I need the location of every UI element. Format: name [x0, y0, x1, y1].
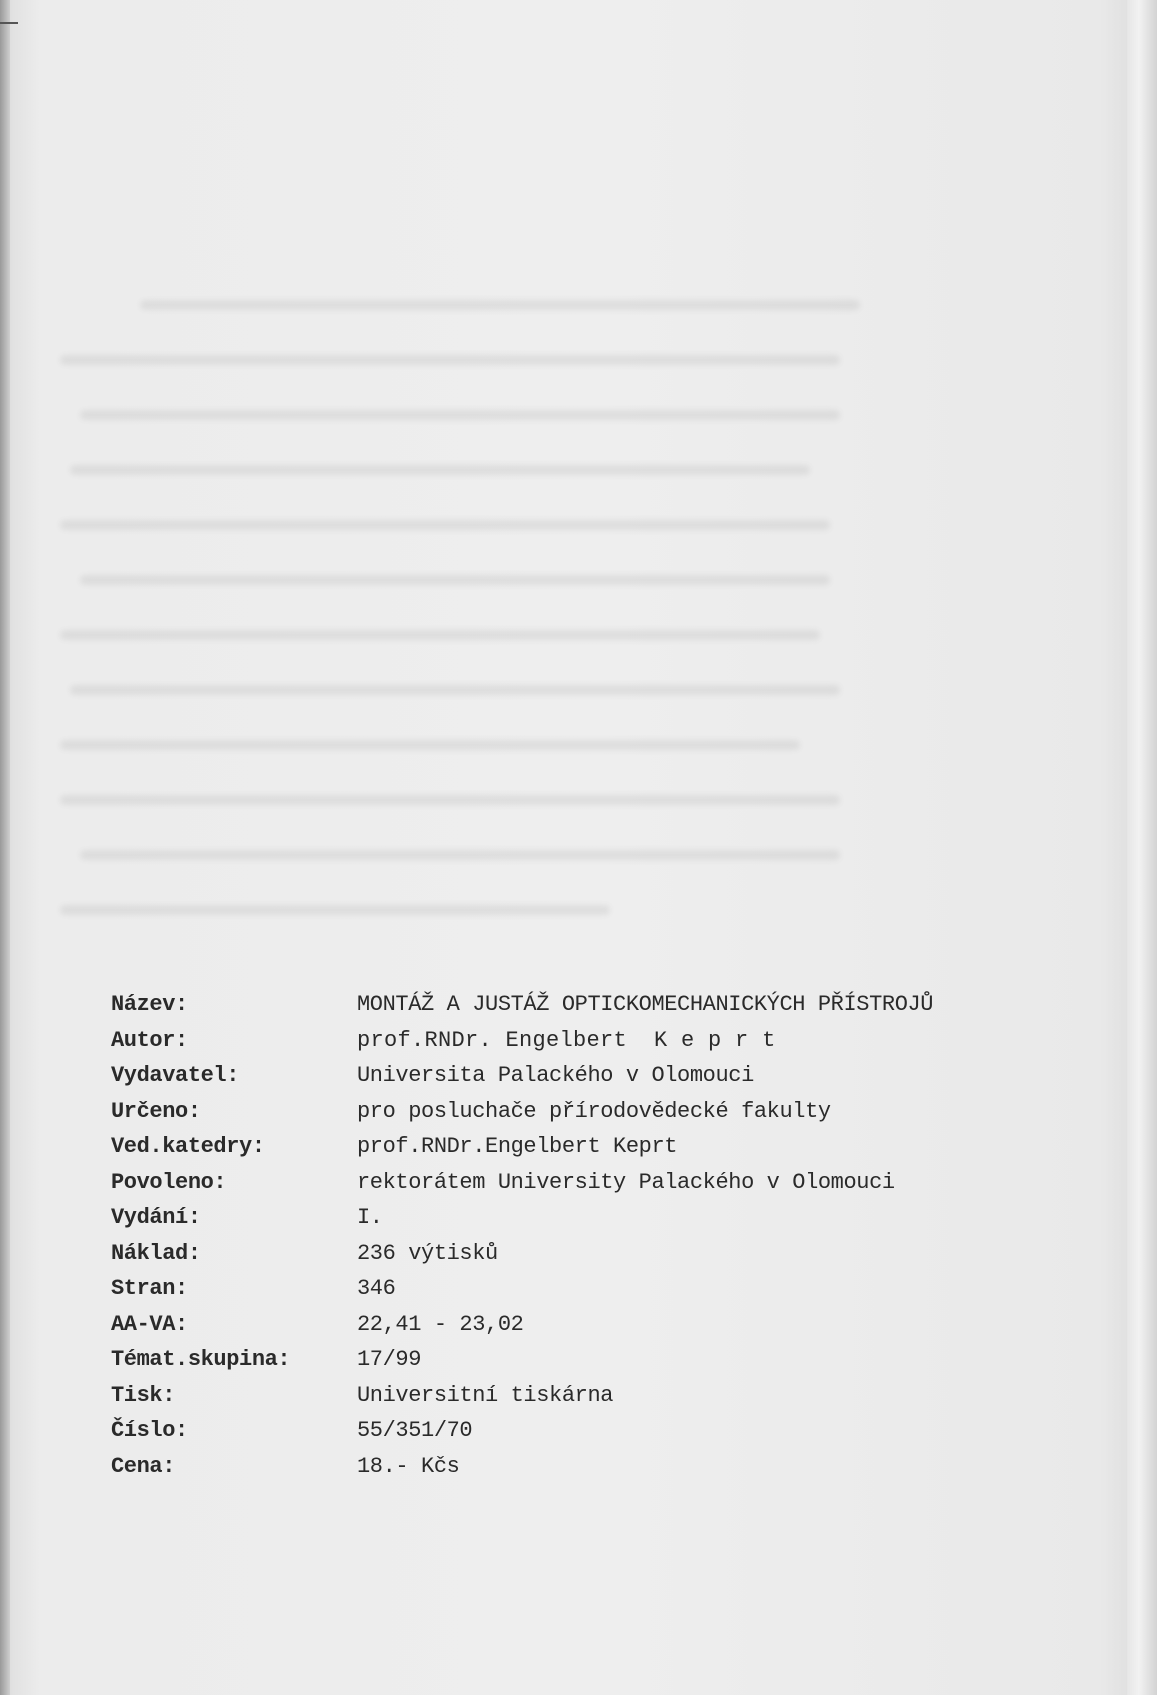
colophon-row-approved — [111, 1165, 1071, 1201]
colophon-row-publisher — [111, 1058, 1071, 1094]
colophon-label: Stran: — [111, 1276, 188, 1301]
colophon-value: 22,41 - 23,02 — [357, 1311, 524, 1337]
colophon-label: Cena: — [111, 1453, 176, 1479]
colophon-row-edition — [111, 1200, 1071, 1236]
page-right-edge — [1127, 0, 1157, 1695]
colophon-label: Povoleno: — [111, 1169, 227, 1195]
colophon-row-department-head — [111, 1129, 1071, 1165]
colophon-label: AA-VA: — [111, 1311, 188, 1337]
colophon-row-printer — [111, 1378, 1071, 1414]
colophon-row-print-run — [111, 1236, 1071, 1272]
colophon-label: Náklad: — [111, 1240, 201, 1266]
colophon-row-pages — [111, 1271, 1071, 1307]
colophon-row-author — [111, 1023, 1071, 1059]
colophon-value: 17/99 — [357, 1347, 422, 1372]
colophon-row-number — [111, 1413, 1071, 1449]
colophon-row-price — [111, 1449, 1071, 1485]
colophon-label: Určeno: — [111, 1098, 201, 1124]
colophon-label: Témat.skupina: — [111, 1347, 291, 1372]
colophon-label: Číslo: — [111, 1418, 188, 1443]
colophon-table — [111, 987, 1071, 1484]
colophon-label: Ved.katedry: — [111, 1134, 265, 1159]
colophon-label: Tisk: — [111, 1382, 176, 1408]
colophon-value: prof.RNDr. Engelbert K e p r t — [357, 1027, 776, 1053]
colophon-row-title — [111, 987, 1071, 1023]
colophon-value: rektorátem University Palackého v Olomouci — [357, 1169, 895, 1195]
colophon-value: Universitní tiskárna — [357, 1382, 614, 1408]
colophon-value: 236 výtisků — [357, 1240, 498, 1266]
colophon-value: Universita Palackého v Olomouci — [357, 1063, 754, 1088]
colophon-label: Autor: — [111, 1027, 188, 1053]
colophon-label: Vydání: — [111, 1205, 201, 1230]
colophon-value: 55/351/70 — [357, 1418, 473, 1443]
colophon-row-subject-group — [111, 1342, 1071, 1378]
colophon-value: 18.- Kčs — [357, 1453, 460, 1479]
colophon-value: prof.RNDr.Engelbert Keprt — [357, 1134, 678, 1159]
colophon-value: MONTÁŽ A JUSTÁŽ OPTICKOMECHANICKÝCH PŘÍSTROJŮ — [357, 992, 934, 1017]
colophon-row-author-sheets — [111, 1307, 1071, 1343]
colophon-row-intended — [111, 1094, 1071, 1130]
page-edge-mark — [0, 22, 18, 24]
page-left-edge — [0, 0, 10, 1695]
colophon-label: Název: — [111, 992, 188, 1017]
colophon-value: 346 — [357, 1276, 396, 1301]
reverse-side-bleed-through — [60, 300, 860, 1100]
colophon-value: I. — [357, 1205, 383, 1230]
colophon-label: Vydavatel: — [111, 1063, 240, 1088]
colophon-value: pro posluchače přírodovědecké fakulty — [357, 1098, 831, 1124]
